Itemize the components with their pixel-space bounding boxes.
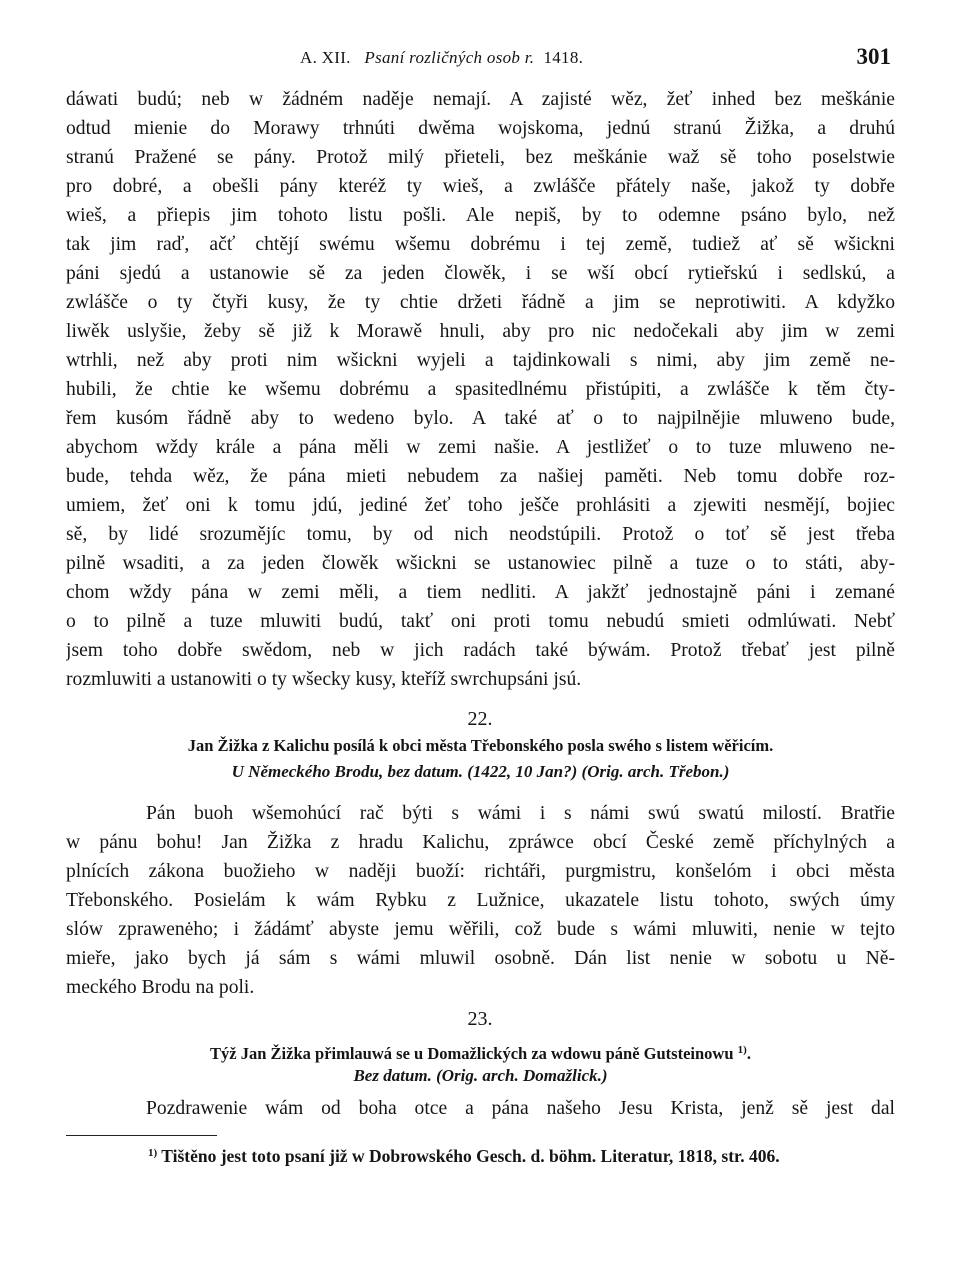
text-line: abychom wždy krále a pána měli w zemi našie. A jestližeť o to tuze mluweno ne-	[66, 437, 895, 458]
text-line: pro dobré, a obešli pány kteréž ty wieš, a zwlášče přátely naše, jakož ty dobře	[66, 176, 895, 197]
text-line: Třebonského. Posielám k wám Rybku z Lužnice, ukazatele listu tohoto, swých úmy	[66, 890, 895, 911]
document-number: 23.	[467, 1008, 493, 1030]
text-line: pilně wsaditi, a za jeden člowěk wšickni se ustanowiec pilně a tuze o to státi, aby-	[66, 553, 895, 574]
document-dateline: U Německého Brodu, bez datum. (1422, 10 Jan?) (Orig. arch. Třebon.)	[231, 762, 730, 781]
footnote	[148, 1141, 908, 1168]
running-head-title	[300, 48, 583, 68]
text-line: Pán buoh wšemohúcí rač býti s wámi i s námi swú swatú milostí. Bratřie	[146, 803, 895, 824]
text-line: řem kusóm řádně aby to wedeno bylo. A také ať o to najpilnějie mluweno bude,	[66, 408, 895, 429]
text-line: Pozdrawenie wám od boha otce a pána našeho Jesu Krista, jenž sě jest dal	[146, 1098, 895, 1119]
text-line: wieš, a přiepis jim tohoto listu pošli. Ale nepiš, by to odemne psáno bylo, než	[66, 205, 895, 226]
text-line: odtud mienie do Morawy trhnúti dwěma wojskoma, jednú stranú Žižka, a druhú	[66, 118, 895, 139]
text-line: mieře, jako bych já sám s wámi mluwil osobně. Dán list nenie w sobotu u Ně-	[66, 948, 895, 969]
section-label: A. XII.	[300, 48, 351, 67]
document-dateline: Bez datum. (Orig. arch. Domažlick.)	[353, 1066, 608, 1085]
document-heading	[66, 1038, 895, 1066]
text-line: meckého Brodu na poli.	[66, 977, 255, 998]
text-line: jsem toho dobře swědom, neb w jich radách také býwám. Protož třebať jest pilně	[66, 640, 895, 661]
text-line: wtrhli, než aby proti nim wšickni wyjeli a tajdinkowali s nimi, aby jim země ne-	[66, 350, 895, 371]
text-line: hubili, že chtie ke wšemu dobrému a spasitedlnému přistúpiti, a zwlášče k těm čty-	[66, 379, 895, 400]
text-line: slów zprawenėho; i žádámť abyste jemu wěřili, což bude s wámi mluwiti, nenie w tejto	[66, 919, 895, 940]
footnote-text: Tištěno jest toto psaní již w Dobrowského Gesch. d. böhm. Literatur, 1818, str. 406.	[161, 1146, 780, 1166]
running-year: 1418.	[543, 48, 584, 67]
running-title: Psaní rozličných osob r.	[364, 48, 535, 67]
text-line: rozmluwiti a ustanowiti o ty wšecky kusy, kteříž swrchupsáni jsú.	[66, 669, 582, 690]
text-line: dáwati budú; neb w žádném naděje nemají. A zajisté wěz, žeť inhed bez meškánie	[66, 89, 895, 110]
text-line: sě, by lidé srozumějíc tomu, by od nich neodstúpili. Protož o toť sě jest třeba	[66, 524, 895, 545]
footnote-divider	[66, 1135, 217, 1136]
text-line: páni sjedú a ustanowie sě za jeden člowěk, i se wší obcí rytieřskú i sedlskú, a	[66, 263, 895, 284]
text-line: o to pilně a tuze mluwiti budú, takť oni proti tomu nebudú smieti odmlúwati. Nebť	[66, 611, 895, 632]
footnote-marker: 1)	[148, 1147, 158, 1159]
document-number: 22.	[467, 708, 493, 730]
text-line: plnících zákona buožieho w naději buoží: richtáři, purgmistru, konšelóm i obci města	[66, 861, 895, 882]
text-line: stranú Pražené se pány. Protož milý přieteli, bez meškánie waž sě toho poselstwie	[66, 147, 895, 168]
text-line: w pánu bohu! Jan Žižka z hradu Kalichu, zpráwce obcí České země příchylných a	[66, 832, 895, 853]
page-number: 301	[856, 44, 891, 69]
text-line: zwlášče o ty čtyři kusy, že ty chtie držeti řádně a jim se neprotiwiti. A kdyžko	[66, 292, 895, 313]
footnote-ref[interactable]: 1)	[737, 1044, 747, 1056]
text-line: bude, tehda wěz, že pána mieti nebudem za našiej paměti. Neb tomu dobře roz-	[66, 466, 895, 487]
text-line: chom wždy pána w zemi měli, a tiem nedliti. A jakžť jednostajně páni i zemané	[66, 582, 895, 603]
text-line: liwěk uslyšie, žeby sě již k Morawě hnuli, aby pro nic nedočekali aby jim w zemi	[66, 321, 895, 342]
heading-end: .	[746, 1044, 751, 1063]
text-line: tak jim raď, ačť chtějí swému wšemu dobrému i tej země, tudiež ať sě wšickni	[66, 234, 895, 255]
document-heading: Jan Žižka z Kalichu posílá k obci města Třebonského posla swého s listem wěřicím.	[187, 736, 774, 755]
running-head	[0, 44, 960, 74]
heading-text: Týž Jan Žižka přimlauwá se u Domažlických za wdowu páně Gutsteinowu	[210, 1044, 734, 1063]
text-line: umiem, žeť oni k tomu jdú, jediné žeť toho ješče prohlásiti a zjewiti nesmějí, bojiec	[66, 495, 895, 516]
